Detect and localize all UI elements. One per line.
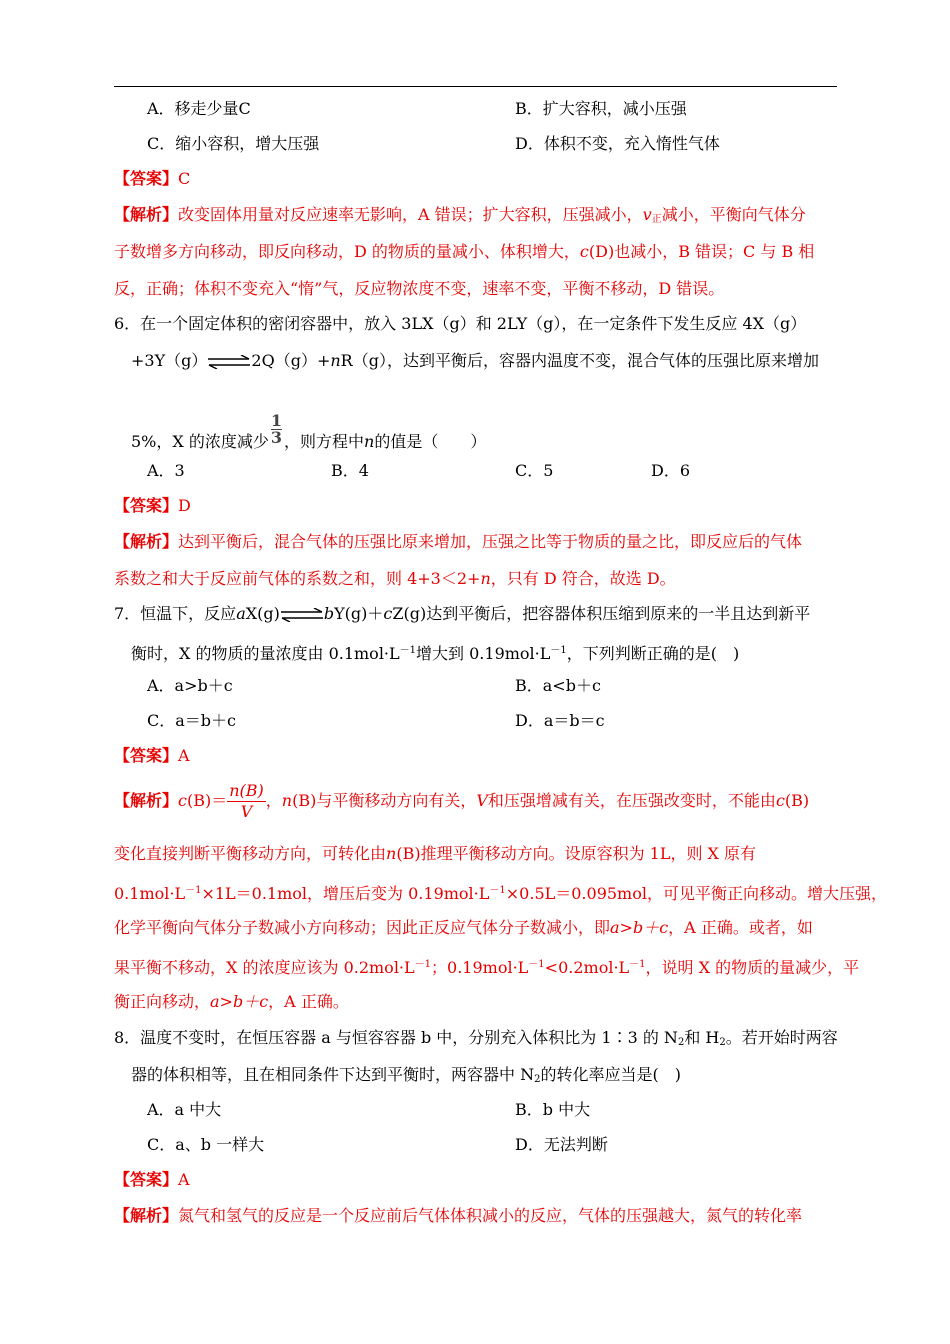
fraction-one-third: $\frac{1}{3}$	[270, 411, 283, 447]
q8-answer: 【答案】A	[114, 1170, 190, 1189]
q5-answer: 【答案】C	[114, 169, 191, 188]
q7-analysis-line5: 果平衡不移动，X 的浓度应该为 $0.2mol\cdot L^{-1}$；$0.19mol\cdot L^{-1}<0.2mol\cdot L^{-1}$，说明 X 的物质的量减少，平	[114, 958, 860, 977]
q6-stem-line1: 6．在一个固定体积的密闭容器中，放入 3LX（g）和 2LY（g），在一定条件下发生反应 4X（g）	[114, 314, 807, 333]
q7-analysis-line6: 衡正向移动，a>b＋c，A 正确。	[114, 992, 349, 1011]
equilibrium-arrow-icon	[280, 608, 324, 622]
q7-option-b: B．a<b＋c	[515, 676, 601, 695]
q8-stem-line1: 8．温度不变时，在恒压容器 a 与恒容容器 b 中，分别充入体积比为 1∶3 的 $N_2$和 $H_2$。若开始时两容	[114, 1028, 838, 1048]
q7-stem-line2: 衡时，X 的物质的量浓度由 $0.1mol\cdot L^{-1}$增大到 $0.19mol\cdot L^{-1}$，下列判断正确的是( )	[131, 644, 740, 663]
q7-analysis-line2: 变化直接判断平衡移动方向，可转化由n(B)推理平衡移动方向。设原容积为 1L，则 X 原有	[114, 844, 757, 863]
q5-analysis-line3: 反，正确；体积不变充入“惰”气，反应物浓度不变，速率不变，平衡不移动，D 错误。	[114, 279, 725, 298]
q7-answer: 【答案】A	[114, 746, 190, 765]
equilibrium-arrow-icon	[207, 355, 251, 369]
q6-stem-line3: 5%，X 的浓度减少 $\frac{1}{3}$ ，则方程中n的值是（ ）	[131, 411, 487, 451]
q7-stem-line1: 7．恒温下，反应aX(g) bY(g)＋cZ(g)达到平衡后，把容器体积压缩到原来的一半且达到新平	[114, 604, 811, 623]
q5-option-b: B．扩大容积，减小压强	[515, 99, 687, 118]
q6-option-d: D．6	[651, 461, 691, 480]
q7-analysis-line4: 化学平衡向气体分子数减小方向移动；因此正反应气体分子数减小，即a>b＋c，A 正确。或者，如	[114, 918, 813, 937]
q5-option-c: C．缩小容积，增大压强	[147, 134, 320, 153]
q6-analysis-line2: 系数之和大于反应前气体的系数之和，则 4+3＜2+n，只有 D 符合，故选 D。	[114, 569, 676, 588]
q8-analysis-line1: 【解析】氮气和氢气的反应是一个反应前后气体体积减小的反应，气体的压强越大，氮气的转化率	[114, 1206, 803, 1225]
q6-option-a: A．3	[147, 461, 185, 480]
q6-analysis-line1: 【解析】达到平衡后，混合气体的压强比原来增加，压强之比等于物质的量之比，即反应后的气体	[114, 532, 803, 551]
q8-option-c: C．a、b 一样大	[147, 1135, 265, 1154]
q5-option-a: A．移走少量C	[147, 99, 251, 118]
q8-option-d: D．无法判断	[515, 1135, 608, 1154]
q8-stem-line2: 器的体积相等，且在相同条件下达到平衡时，两容器中 $N_2$的转化率应当是( )	[131, 1065, 681, 1085]
q6-option-b: B．4	[331, 461, 369, 480]
q8-option-b: B．b 中大	[515, 1100, 591, 1119]
q6-answer: 【答案】D	[114, 496, 191, 515]
q5-analysis-line2: 子数增多方向移动，即反向移动，D 的物质的量减小、体积增大，c(D)也减小，B 错误；C 与 B 相	[114, 242, 815, 261]
q7-analysis-line1: 【解析】c(B)＝ $\frac{n(B)}{V}$ ，n(B)与平衡移动方向有关，V和压强增减有关，在压强改变时，不能由c(B)	[114, 781, 810, 821]
q5-option-d: D．体积不变，充入惰性气体	[515, 134, 720, 153]
q6-option-c: C．5	[515, 461, 554, 480]
q7-option-a: A．a>b＋c	[147, 676, 233, 695]
header-rule	[114, 86, 837, 87]
q7-analysis-line3: $0.1mol\cdot L^{-1}\times 1L=0.1mol$，增压后变为 $0.19mol\cdot L^{-1}\times 0.5L=0.095mol$，可见平衡正向移动。增大压强，	[114, 884, 887, 903]
q5-analysis-line1: 【解析】改变固体用量对反应速率无影响，A 错误；扩大容积，压强减小，$v_正$减小，平衡向气体分	[114, 205, 806, 225]
q7-option-d: D．a＝b＝c	[515, 711, 605, 730]
q8-option-a: A．a 中大	[147, 1100, 222, 1119]
q7-option-c: C．a＝b＋c	[147, 711, 236, 730]
fraction-n-over-v: $\frac{n(B)}{V}$	[229, 781, 264, 821]
q6-stem-line2: +3Y（g） 2Q（g）+nR（g），达到平衡后，容器内温度不变，混合气体的压强比原来增加	[131, 351, 819, 370]
